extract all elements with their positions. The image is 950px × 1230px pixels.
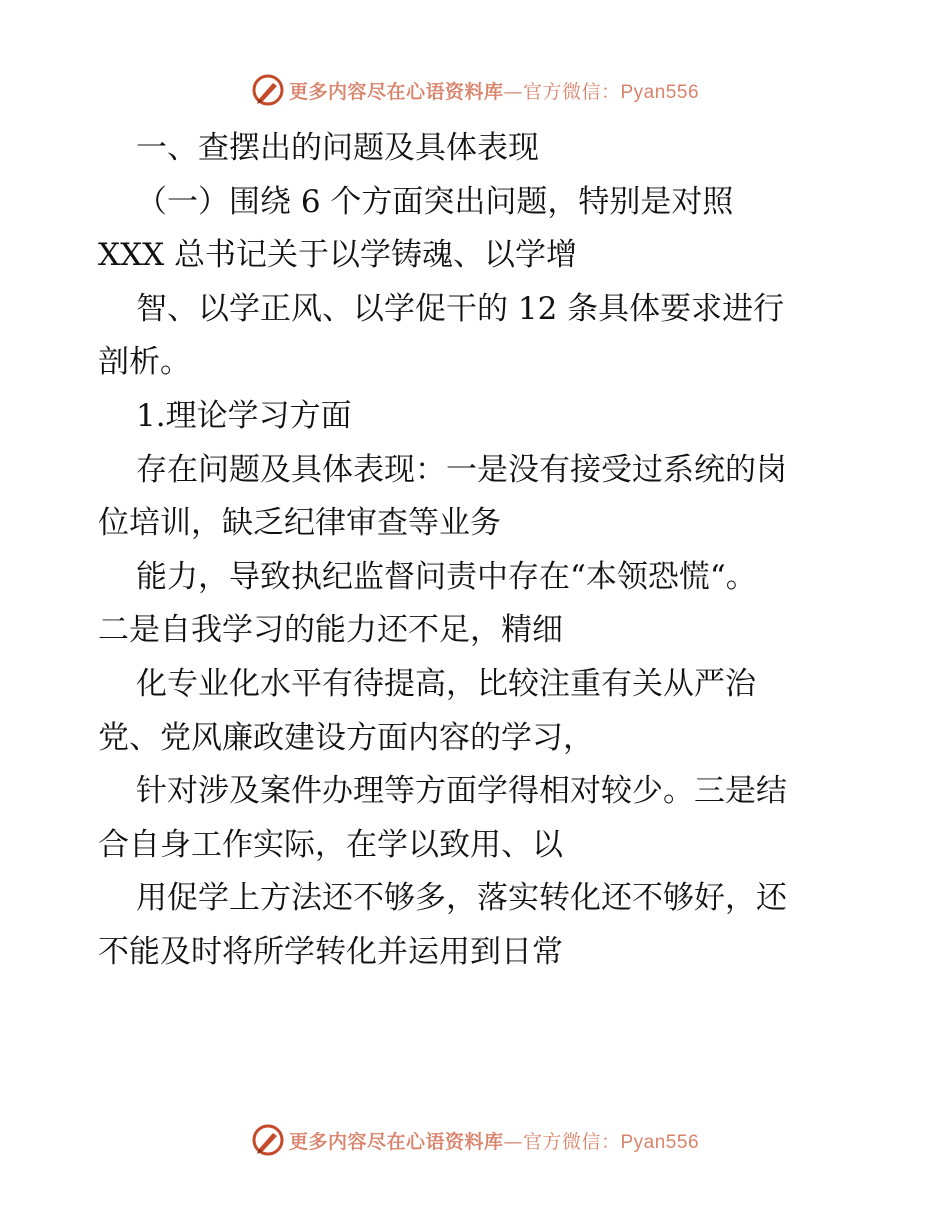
paragraph-line: 化专业化水平有待提高，比较注重有关从严治 bbox=[136, 665, 756, 702]
paragraph-line: 二是自我学习的能力还不足，精细 bbox=[98, 612, 563, 649]
paragraph-line: XXX 总书记关于以学铸魂、以学增 bbox=[98, 237, 578, 274]
banner-wechat-label: 官方微信： bbox=[522, 80, 621, 103]
header-watermark-banner bbox=[0, 70, 950, 110]
paragraph-line: 用促学上方法还不够多，落实转化还不够好，还 bbox=[136, 880, 787, 917]
pen-logo-icon bbox=[251, 73, 285, 107]
section-heading: 一、查摆出的问题及具体表现 bbox=[136, 130, 539, 166]
banner-dash: — bbox=[503, 80, 523, 103]
paragraph-line: 智、以学正风、以学促干的 12 条具体要求进行 bbox=[136, 290, 785, 327]
paragraph-line: 针对涉及案件办理等方面学得相对较少。三是结 bbox=[136, 773, 787, 810]
footer-watermark-banner bbox=[0, 1120, 950, 1160]
document-body bbox=[98, 122, 858, 980]
banner-wechat-label: 官方微信： bbox=[522, 1130, 621, 1153]
banner-dash: — bbox=[503, 1130, 523, 1153]
banner-brand-text: 更多内容尽在心语资料库 bbox=[288, 1130, 504, 1153]
paragraph-line: 能力，导致执纪监督问责中存在“本领恐慌“。 bbox=[136, 558, 757, 595]
paragraph-line: 剖析。 bbox=[98, 344, 191, 381]
banner-wechat-id: Pyan556 bbox=[620, 1131, 700, 1153]
banner-wechat-id: Pyan556 bbox=[620, 81, 700, 103]
paragraph-line: （一）围绕 6 个方面突出问题，特别是对照 bbox=[136, 183, 734, 220]
pen-logo-icon bbox=[251, 1123, 285, 1157]
banner-brand-text: 更多内容尽在心语资料库 bbox=[288, 80, 504, 103]
paragraph-line: 不能及时将所学转化并运用到日常 bbox=[98, 933, 563, 970]
paragraph-line: 党、党风廉政建设方面内容的学习， bbox=[98, 719, 594, 756]
paragraph-line: 存在问题及具体表现：一是没有接受过系统的岗 bbox=[136, 451, 787, 488]
subsection-heading: 1.理论学习方面 bbox=[136, 397, 352, 434]
paragraph-line: 位培训，缺乏纪律审查等业务 bbox=[98, 505, 501, 542]
paragraph-line: 合自身工作实际，在学以致用、以 bbox=[98, 826, 563, 863]
